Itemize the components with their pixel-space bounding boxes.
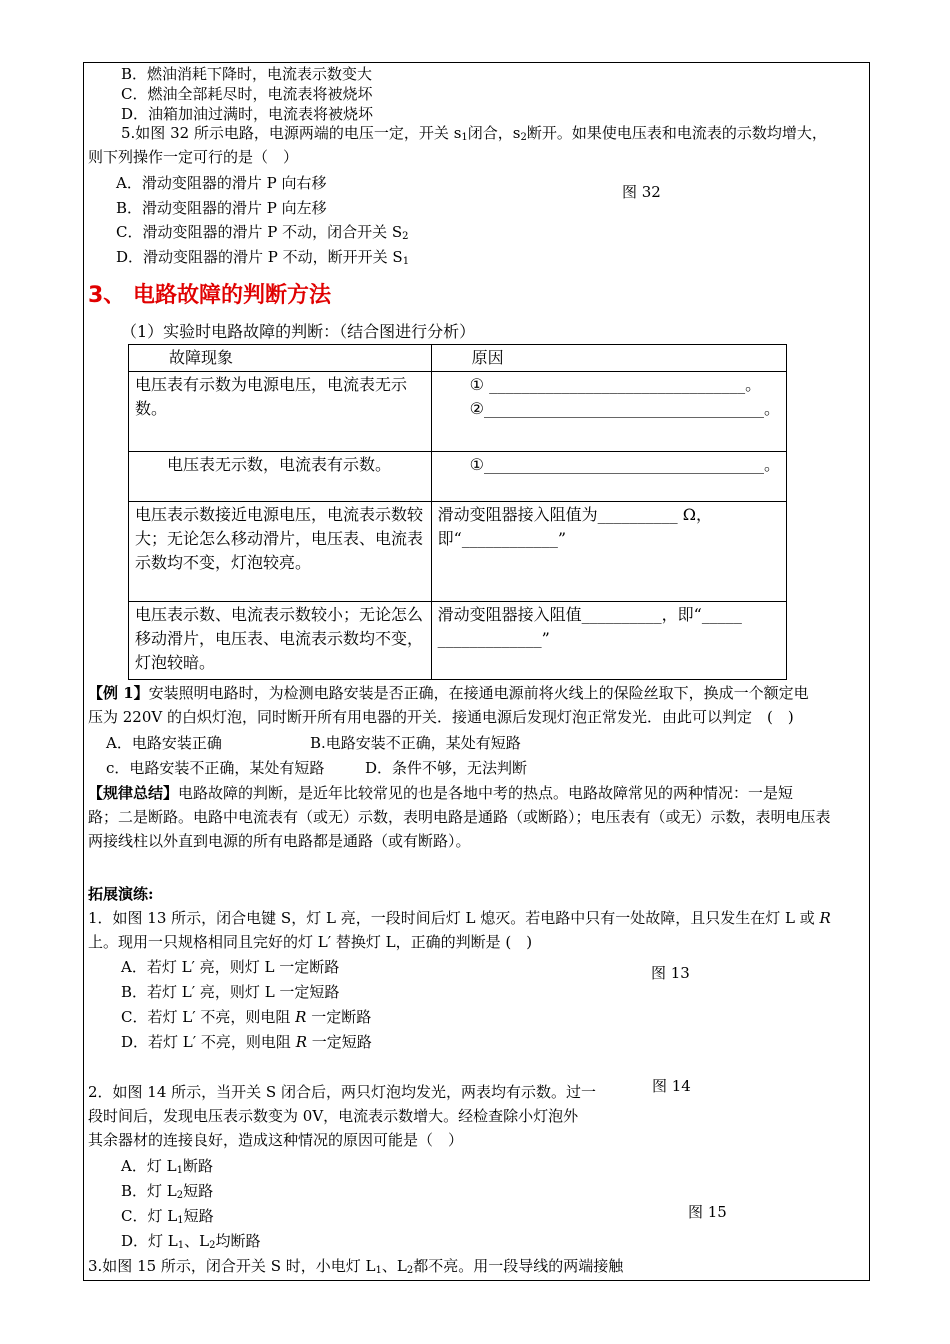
reason-cell: ① ________________________________。 ②___________________________________。 xyxy=(431,372,786,452)
q5-option-b: B．滑动变阻器的滑片 P 向左移 xyxy=(116,199,327,217)
example1-line2: 压为 220V 的白炽灯泡，同时断开所有用电器的开关．接通电源后发现灯泡正常发光．由此可以判定 ( ) xyxy=(88,708,794,726)
figure-32-label: 图 32 xyxy=(622,183,661,201)
practice-q2-option-a: A．灯 $L_1$断路 xyxy=(121,1157,213,1176)
practice-q1-option-a: A．若灯 L′ 亮，则灯 L 一定断路 xyxy=(121,958,340,976)
table-row xyxy=(129,602,787,680)
phenomenon-cell: 电压表有示数为电源电压，电流表无示数。 xyxy=(129,372,432,452)
practice-q2-line3: 其余器材的连接良好，造成这种情况的原因可能是（ ） xyxy=(88,1131,464,1149)
practice-q2-option-d: D．灯 $L_1$、$L_2$均断路 xyxy=(121,1232,261,1251)
figure-13-label: 图 13 xyxy=(651,964,690,982)
summary-line2: 路；二是断路。电路中电流表有（或无）示数，表明电路是通路（或断路）；电压表有（或无）示数，表明电压表 xyxy=(88,808,831,826)
example1-line1: 【例 1】安装照明电路时，为检测电路安装是否正确，在接通电源前将火线上的保险丝取下，换成一个额定电 xyxy=(88,684,809,702)
example1-option-c: c．电路安装不正确，某处有短路 xyxy=(106,759,325,777)
practice-title: 拓展演练: xyxy=(88,885,154,903)
practice-q2-option-c: C．灯 $L_1$短路 xyxy=(121,1207,214,1226)
q5-stem-line2: 则下列操作一定可行的是（ ） xyxy=(88,148,299,166)
table-header-reason: 原因 xyxy=(431,345,786,372)
q4-option-b: B．燃油消耗下降时，电流表示数变大 xyxy=(121,65,373,83)
summary-line1: 【规律总结】电路故障的判断，是近年比较常见的也是各地中考的热点。电路故障常见的两种情况：一是短 xyxy=(88,784,794,802)
table-row xyxy=(129,452,787,502)
section-heading: 3、 电路故障的判断方法 xyxy=(88,283,331,308)
reason-cell: ①___________________________________。 xyxy=(431,452,786,502)
figure-14-label: 图 14 xyxy=(652,1077,691,1095)
practice-q1-line2: 上。现用一只规格相同且完好的灯 L′ 替换灯 L，正确的判断是 ( ) xyxy=(88,933,533,951)
q5-option-c: C．滑动变阻器的滑片 P 不动，闭合开关 $S_2$ xyxy=(116,223,409,242)
table-row xyxy=(129,372,787,452)
practice-q2-line1: 2．如图 14 所示，当开关 S 闭合后，两只灯泡均发光，两表均有示数。过一 xyxy=(88,1083,596,1101)
table-header-phenomenon: 故障现象 xyxy=(129,345,432,372)
practice-q2-line2: 段时间后，发现电压表示数变为 0V，电流表示数增大。经检查除小灯泡外 xyxy=(88,1107,579,1125)
practice-q1-option-d: D．若灯 L′ 不亮，则电阻 R 一定短路 xyxy=(121,1033,372,1051)
phenomenon-cell: 电压表示数接近电源电压，电流表示数较大；无论怎么移动滑片，电压表、电流表示数均不变，灯泡较亮。 xyxy=(129,502,432,602)
practice-q3-line1: 3.如图 15 所示，闭合开关 S 时，小电灯 $L_1$、$L_2$都不亮。用一段导线的两端接触 xyxy=(88,1257,624,1276)
summary-line3: 两接线柱以外直到电源的所有电路都是通路（或有断路）。 xyxy=(88,832,471,850)
section-subtitle: （1）实验时电路故障的判断：（结合图进行分析） xyxy=(121,322,476,341)
practice-q1-line1: 1．如图 13 所示，闭合电键 S，灯 L 亮，一段时间后灯 L 熄灭。若电路中只有一处故障，且只发生在灯 L 或 R xyxy=(88,909,831,927)
q5-option-a: A．滑动变阻器的滑片 P 向右移 xyxy=(116,174,327,192)
practice-q1-option-c: C．若灯 L′ 不亮，则电阻 R 一定断路 xyxy=(121,1008,372,1026)
practice-q1-option-b: B．若灯 L′ 亮，则灯 L 一定短路 xyxy=(121,983,340,1001)
example1-option-b: B.电路安装不正确，某处有短路 xyxy=(310,734,521,752)
reason-cell: 滑动变阻器接入阻值为__________ Ω， 即“____________” xyxy=(431,502,786,602)
phenomenon-cell: 电压表示数、电流表示数较小；无论怎么移动滑片，电压表、电流表示数均不变，灯泡较暗。 xyxy=(129,602,432,680)
phenomenon-cell: 电压表无示数，电流表有示数。 xyxy=(129,452,432,502)
example1-option-a: A．电路安装正确 xyxy=(106,734,222,752)
q4-option-c: C．燃油全部耗尽时，电流表将被烧坏 xyxy=(121,85,373,103)
q5-option-d: D．滑动变阻器的滑片 P 不动，断开开关 $S_1$ xyxy=(116,248,410,267)
example1-option-d: D．条件不够，无法判断 xyxy=(365,759,528,777)
table-row xyxy=(129,502,787,602)
reason-cell: 滑动变阻器接入阻值__________，即“_____ _____________” xyxy=(431,602,786,680)
practice-q2-option-b: B．灯 $L_2$短路 xyxy=(121,1182,214,1201)
fault-table xyxy=(128,344,787,680)
q4-option-d: D．油箱加油过满时，电流表将被烧坏 xyxy=(121,105,374,123)
q5-stem-line1: 5.如图 32 所示电路，电源两端的电压一定，开关 $s_1$闭合，$s_2$断开。如果使电压表和电流表的示数均增大， xyxy=(121,124,827,143)
figure-15-label: 图 15 xyxy=(688,1203,727,1221)
